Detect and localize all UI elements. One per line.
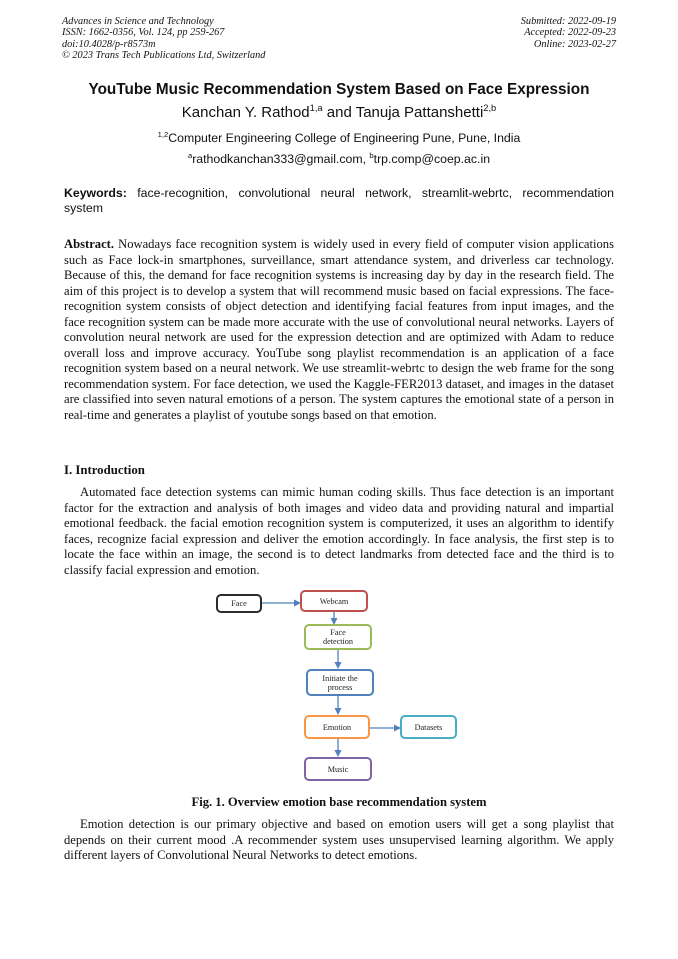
journal-header-right [521, 16, 616, 50]
keywords-label: Keywords: [64, 186, 127, 200]
author-1-sup: 1,a [309, 103, 323, 113]
journal-copyright: © 2023 Trans Tech Publications Ltd, Switzerland [62, 50, 266, 62]
author-2: Tanuja Pattanshetti [355, 104, 484, 121]
email-a: rathodkanchan333@gmail.com, [192, 152, 370, 166]
journal-issn: ISSN: 1662-0356, Vol. 124, pp 259-267 [62, 27, 225, 39]
email-b: trp.comp@coep.ac.in [373, 152, 491, 166]
journal-name: Advances in Science and Technology [62, 16, 214, 27]
node-face: Face [216, 594, 262, 613]
abstract-label: Abstract. [64, 237, 115, 251]
affiliation [0, 131, 678, 145]
node-webcam: Webcam [300, 590, 368, 612]
abstract [64, 237, 614, 423]
affiliation-text: Computer Engineering College of Engineering Pune, Pune, India [168, 131, 521, 145]
author-line [0, 104, 678, 121]
online-date: Online: 2023-02-27 [533, 38, 616, 50]
node-initiate-process: Initiate the process [306, 669, 374, 696]
figure-caption: Fig. 1. Overview emotion base recommendation system [191, 795, 487, 809]
author-1: Kanchan Y. Rathod [181, 104, 310, 121]
affiliation-sup: 1,2 [157, 129, 169, 139]
paper-title: YouTube Music Recommendation System Based on Face Expression [88, 81, 590, 98]
section-heading-introduction: I. Introduction [64, 463, 145, 477]
node-datasets: Datasets [400, 715, 457, 739]
keywords-text: face-recognition, convolutional neural network, streamlit-webrtc, recommendation system [64, 186, 614, 215]
email-line [0, 152, 678, 166]
submitted-date: Submitted: 2022-09-19 [520, 16, 616, 27]
paragraph-after-figure: Emotion detection is our primary objective and based on emotion users will get a song playlist that depends on their current mood .A recommender system uses unsupervised learning algorithm. We apply different layers of Convolutional Neural Networks to detect emotions. [64, 817, 614, 862]
node-emotion: Emotion [304, 715, 370, 739]
node-music: Music [304, 757, 372, 781]
introduction-paragraph: Automated face detection systems can mimic human coding skills. Thus face detection is an important factor for the extraction and analysis of both images and video data and providing natural and impartial emotional feedback. the facial emotion recognition system is computerized, it uses an algorithm to identify faces, recognize facial expression and deliver the emotion accordingly. In face analysis, the first step is to locate the face within an image, the second is to detect landmarks from detected face and the third is to classify facial expression and emotion. [64, 485, 614, 577]
accepted-date: Accepted: 2022-09-23 [524, 27, 616, 39]
email-b-sup: b [369, 150, 374, 160]
email-a-sup: a [187, 150, 193, 160]
figure-flowchart [208, 587, 478, 787]
abstract-text: Nowadays face recognition system is widely used in every field of computer vision applications such as Face lock-in smartphones, surveillance, smart attendance system, and driverless car technology. Because of this, the demand for face recognition systems is increasing day by day in the research field. The aim of this project is to develop a system that will recommend music based on facial expressions. The face-recognition system consists of object detection and identifying facial features from input images, and the face recognition system can be made more accurate with the use of convolutional neural networks. Layers of convolution neural network are used for the expression detection and are optimized with Adam to reduce overall loss and improve accuracy. YouTube song playlist recommendation is an application of a face recognition system based on a neural network. We use streamlit-webrtc to design the web frame for the song recommendation system. For face detection, we used the Kaggle-FER2013 dataset, and images in the dataset are classified into seven natural emotions of a person. The system captures the emotional state of a person in real-time and generates a playlist of youtube songs based on that emotion. [64, 237, 614, 422]
author-2-sup: 2,b [483, 103, 497, 113]
keywords [64, 186, 614, 215]
journal-header-left [62, 16, 265, 62]
author-and: and [322, 104, 356, 121]
node-face-detection: Face detection [304, 624, 372, 650]
journal-doi: doi:10.4028/p-r8573m [62, 38, 156, 50]
